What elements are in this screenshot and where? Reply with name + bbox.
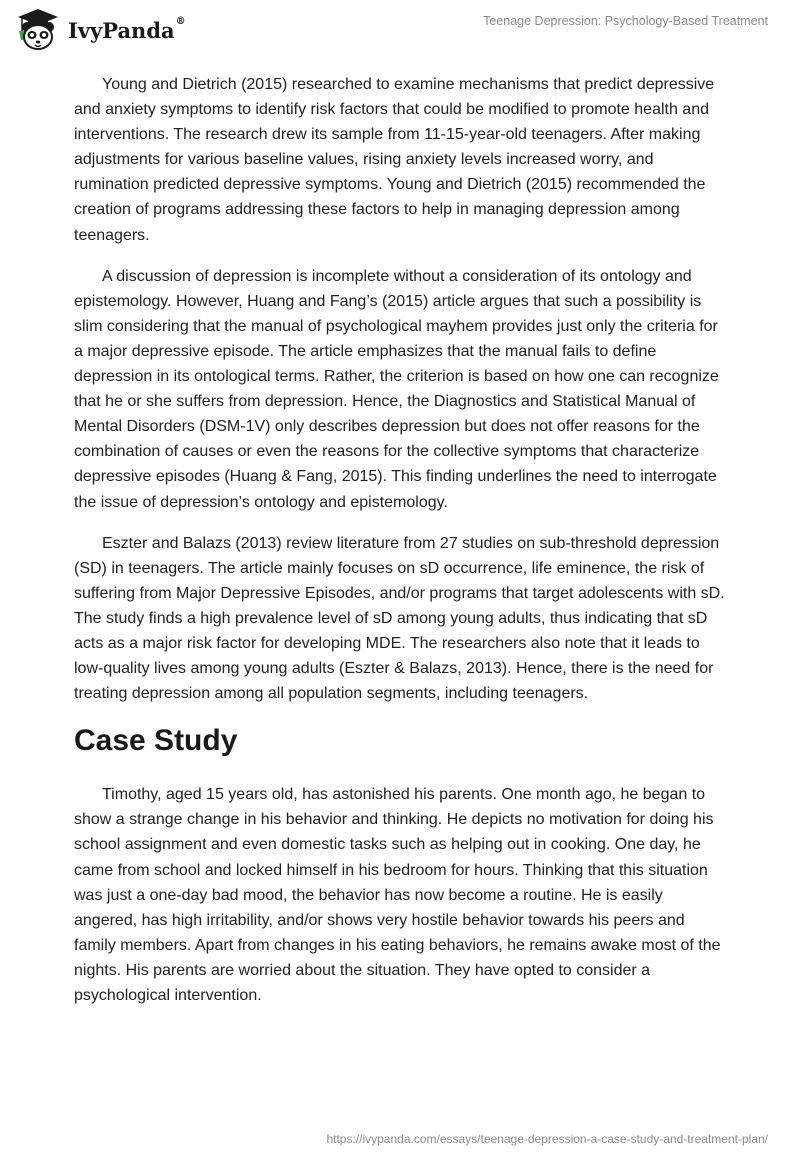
running-title: Teenage Depression: Psychology-Based Treatment bbox=[483, 14, 768, 28]
page-header bbox=[0, 0, 800, 60]
paragraph-case-study: Timothy, aged 15 years old, has astonished his parents. One month ago, he began to show a strange change in his behavior and thinking. He depicts no motivation for doing his school assignment and even domestic tasks such as helping out in cooking. One day, he came from school and locked himself in his bedroom for hours. Thinking that this situation was just a one-day bad mood, the behavior has now become a routine. He is easily angered, has high irritability, and/or shows very hostile behavior towards his peers and family members. Apart from changes in his eating behaviors, he remains awake most of the nights. His parents are worried about the situation. They have opted to consider a psychological intervention. bbox=[74, 786, 721, 1004]
source-url[interactable]: https://ivypanda.com/essays/teenage-depression-a-case-study-and-treatment-plan/ bbox=[326, 1132, 768, 1146]
panda-graduate-icon bbox=[14, 7, 62, 53]
registered-mark: ® bbox=[175, 15, 186, 27]
paragraph-eszter-balazs: Eszter and Balazs (2013) review literature from 27 studies on sub-threshold depression (SD) in teenagers. The article mainly focuses on sD occurrence, life eminence, the risk of suffering from Major Depressive Episodes, and/or programs that target adolescents with sD. The study finds a high prevalence level of sD among young adults, thus indicating that sD acts as a major risk factor for developing MDE. The researchers also note that it leads to low-quality lives among young adults (Eszter & Balazs, 2013). Hence, there is the need for treating depression among all population segments, including teenagers. bbox=[74, 534, 725, 703]
section-heading-case-study: Case Study bbox=[74, 724, 238, 758]
paragraph-young-dietrich: Young and Dietrich (2015) researched to examine mechanisms that predict depressive and anxiety symptoms to identify risk factors that could be modified to promote health and interventions. The research drew its sample from 11-15-year-old teenagers. After making adjustments for various baseline values, rising anxiety levels increased worry, and rumination predicted depressive symptoms. Young and Dietrich (2015) recommended the creation of programs addressing these factors to help in managing depression among teenagers. bbox=[74, 76, 715, 244]
essay-body bbox=[74, 72, 730, 1024]
brand-logo[interactable] bbox=[14, 7, 186, 53]
brand-name: IvyPanda® bbox=[68, 15, 186, 43]
paragraph-huang-fang: A discussion of depression is incomplete without a consideration of its ontology and epistemology. However, Huang and Fang’s (2015) article argues that such a possibility is slim considering that the manual of psychological mayhem provides just only the criteria for a major depressive episode. The article emphasizes that the manual fails to define depression in its ontological terms. Rather, the criterion is based on how one can recognize that he or she suffers from depression. Hence, the Diagnostics and Statistical Manual of Mental Disorders (DSM-1V) only describes depression but does not offer reasons for the combination of causes or even the reasons for the collective symptoms that characterize depressive episodes (Huang & Fang, 2015). This finding underlines the need to interrogate the issue of depression’s ontology and epistemology. bbox=[74, 267, 719, 511]
